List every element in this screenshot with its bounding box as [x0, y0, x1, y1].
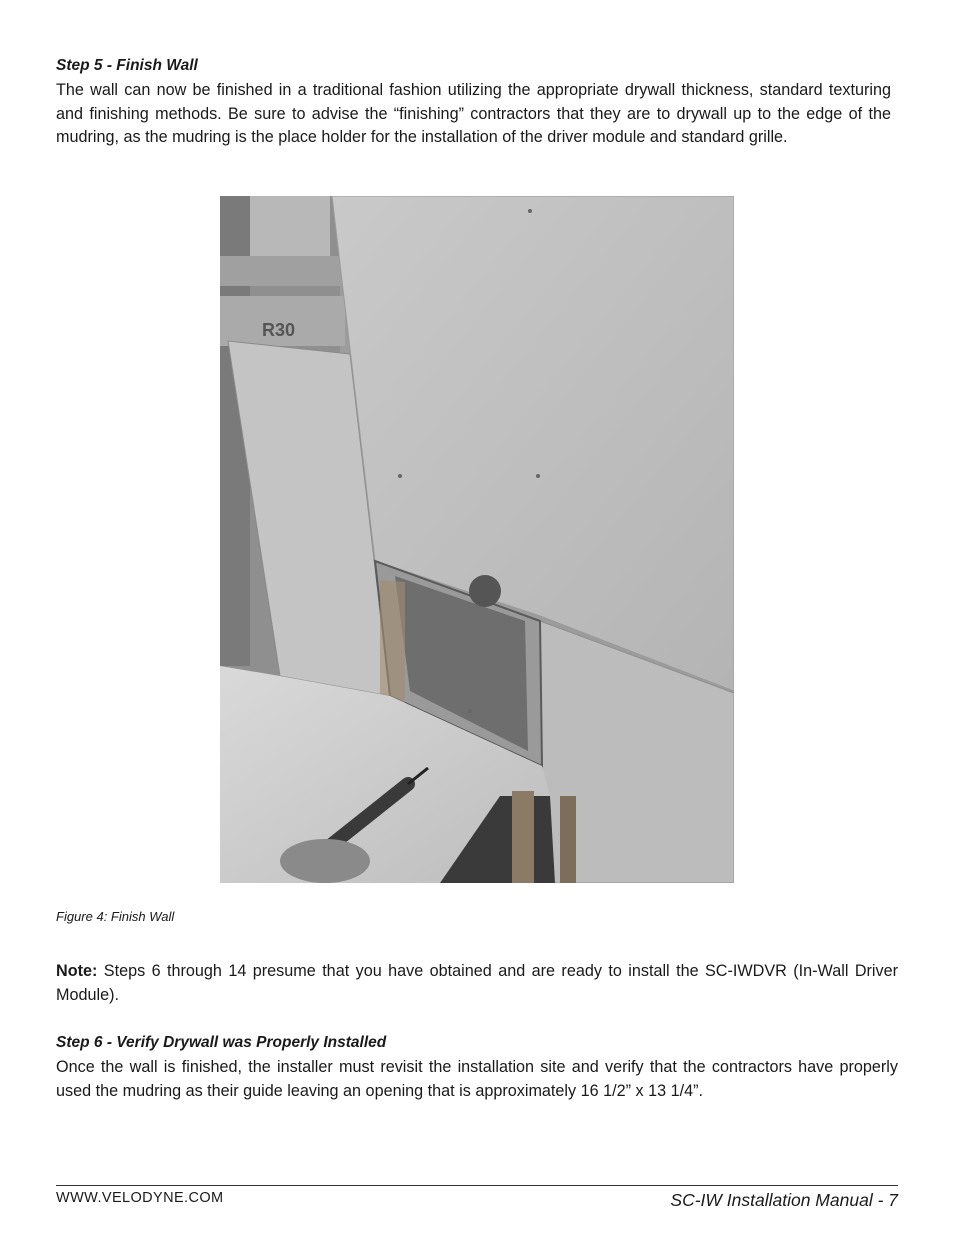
- footer-website: WWW.VELODYNE.COM: [56, 1190, 224, 1206]
- step5-paragraph: The wall can now be finished in a traditional fashion utilizing the appropriate drywall thickness, standard texturing and finishing methods. Be sure to advise the “finishing” contractors that they are to drywall up to the edge of the mudring, as the mudring is the place holder for the installation of the driver module and standard grille.: [56, 81, 891, 146]
- note-text: Steps 6 through 14 presume that you have obtained and are ready to install the SC-IWDVR (In-Wall Driver Module).: [56, 962, 898, 1004]
- footer-page-label: SC-IW Installation Manual - 7: [670, 1190, 898, 1210]
- finish-wall-photo: [220, 196, 734, 883]
- hand: [280, 839, 370, 883]
- step6-heading: Step 6 - Verify Drywall was Properly Installed: [56, 1034, 387, 1051]
- step5-heading: Step 5 - Finish Wall: [56, 57, 198, 74]
- note-paragraph: [56, 960, 898, 1007]
- insulation-label: R30: [262, 320, 296, 340]
- note-label: Note:: [56, 962, 98, 980]
- footer-divider: [56, 1185, 898, 1186]
- figure-caption: Figure 4: Finish Wall: [56, 909, 175, 924]
- step6-paragraph: Once the wall is finished, the installer must revisit the installation site and verify that the contractors have properly used the mudring as their guide leaving an opening that is approximately 16 1/2” x 13 1/4”.: [56, 1058, 898, 1100]
- lower-stud: [512, 791, 534, 883]
